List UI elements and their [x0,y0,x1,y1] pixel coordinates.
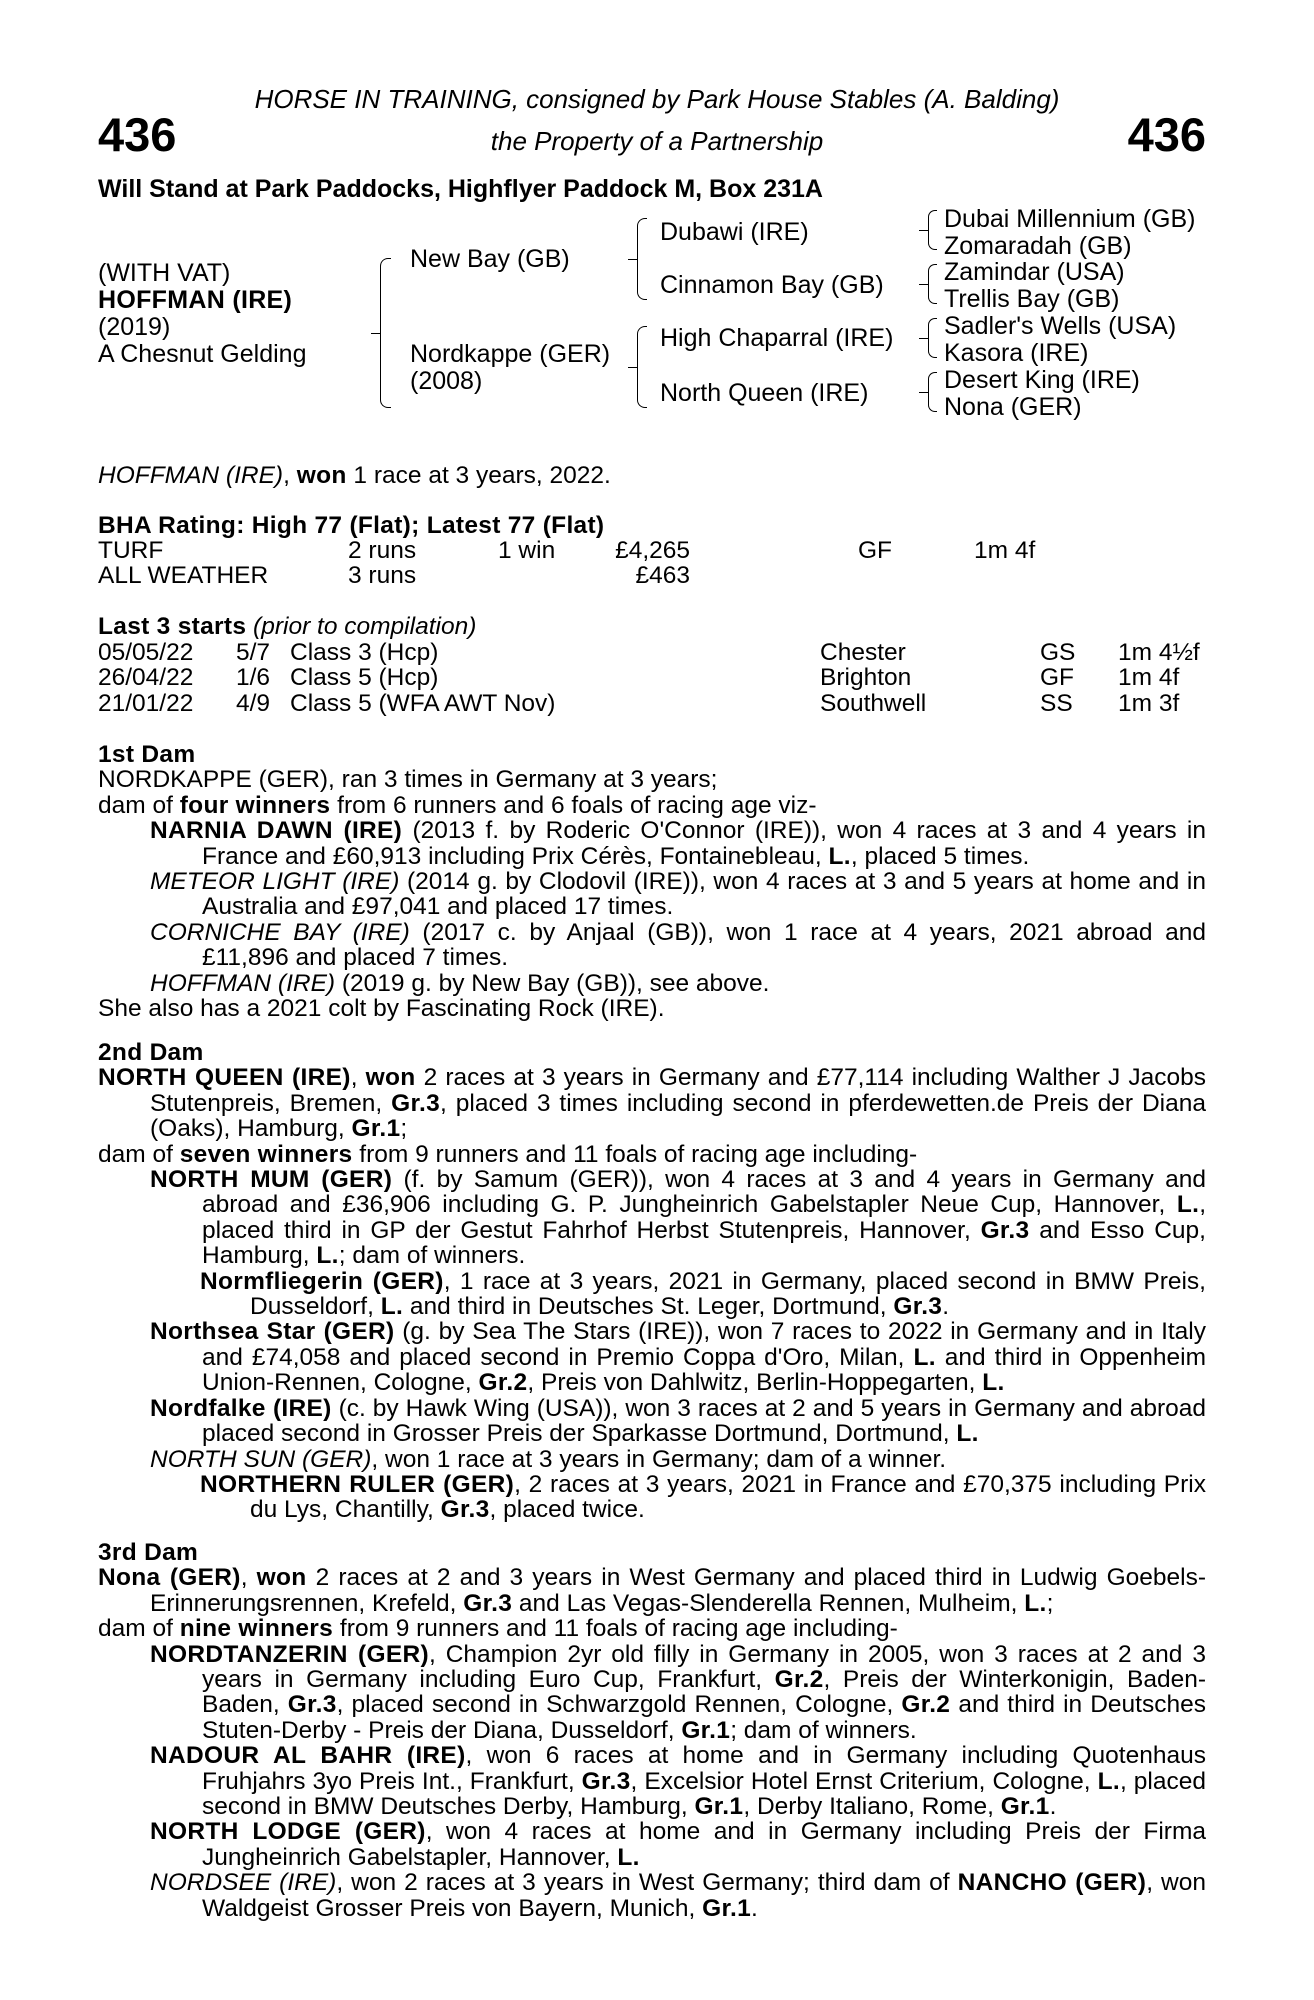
first-dam-heading: 1st Dam [98,741,196,768]
start-position: 4/9 [236,689,271,717]
start-race: Class 3 (Hcp) [290,639,439,666]
first-dam-line: NORDKAPPE (GER), ran 3 times in Germany at 3 years; [98,766,718,794]
third-dam-heading: 3rd Dam [98,1539,199,1566]
start-course: Southwell [820,689,927,717]
rating-distance: 1m 4f [974,537,1036,564]
pedigree-dam-dam: North Queen (IRE) [660,379,869,407]
produce-entry: NORTH SUN (GER), won 1 race at 3 years in Germany; dam of a winner. [150,1445,947,1473]
rating-row-aw [98,563,1206,588]
start-course: Chester [820,639,906,666]
rating-prize: £463 [635,562,690,590]
start-row [98,665,1206,690]
first-dam-note: She also has a 2021 colt by Fascinating Rock (IRE). [98,995,665,1023]
pedigree-dam-year: (2008) [410,367,483,395]
produce-sub-entry: NORTHERN RULER (GER), 2 races at 3 years, 2021 in France and £70,375 including Prix du Lys, Chantilly, Gr.3, placed twice. [200,1470,1206,1524]
pedigree-sdd: Trellis Bay (GB) [944,285,1120,313]
rating-surface: TURF [98,537,164,564]
starts-table [98,640,1206,716]
rating-surface: ALL WEATHER [98,562,269,590]
horse-name: HOFFMAN (IRE) [98,286,293,314]
start-date: 05/05/22 [98,639,194,666]
bha-rating: BHA Rating: High 77 (Flat); Latest 77 (Flat) [98,512,605,539]
second-dam-heading: 2nd Dam [98,1039,204,1066]
produce-entry: NORTH LODGE (GER), won 4 races at home and in Germany including Preis der Firma Jungheinrich Gabelstapler, Hannover, L. [150,1818,1206,1871]
start-race: Class 5 (WFA AWT Nov) [290,689,556,717]
pedigree-sire: New Bay (GB) [410,245,570,273]
last-starts-note: (prior to compilation) [246,613,477,640]
pedigree-dds: Desert King (IRE) [944,366,1140,394]
pedigree-brace-sire [637,218,647,300]
pedigree-sire-sire: Dubawi (IRE) [660,218,809,246]
first-dam-section [98,742,1206,1021]
produce-entry: NADOUR AL BAHR (IRE), won 6 races at home and in Germany including Quotenhaus Fruhjahrs 3yo Preis Int., Frankfurt, Gr.3, Excelsior Hotel Ernst Criterium, Cologne, L., placed second in BMW Deutsches Derby, Hamburg, Gr.1, Derby Italiano, Rome, Gr.1. [150,1742,1206,1821]
property-line: the Property of a Partnership [490,126,824,156]
lot-number-left: 436 [98,108,177,161]
pedigree-ddd: Nona (GER) [944,393,1082,421]
rating-wins: 1 win [498,537,556,564]
start-course: Brighton [820,664,912,692]
produce-entry: CORNICHE BAY (IRE) (2017 c. by Anjaal (GB)), won 1 race at 4 years, 2021 abroad and £11,896 and placed 7 times. [150,918,1206,972]
pedigree-ssd: Zomaradah (GB) [944,232,1132,260]
produce-entry: HOFFMAN (IRE) (2019 g. by New Bay (GB)), see above. [150,969,770,997]
vat-note: (WITH VAT) [98,259,231,287]
race-summary: HOFFMAN (IRE), won 1 race at 3 years, 2022. [98,462,611,489]
start-going: SS [1040,689,1073,717]
pedigree-dsd: Kasora (IRE) [944,339,1089,367]
pedigree-brace-main [380,258,391,408]
produce-entry: METEOR LIGHT (IRE) (2014 g. by Clodovil (IRE)), won 4 races at 3 and 5 years at home and in Australia and £97,041 and placed 17 times. [150,868,1207,921]
produce-entry: NARNIA DAWN (IRE) (2013 f. by Roderic O'Connor (IRE)), won 4 races at 3 and 4 years in France and £60,913 including Prix Cérès, Fontainebleau, L., placed 5 times. [150,817,1206,870]
start-distance: 1m 3f [1118,689,1180,717]
start-row [98,640,1206,665]
start-date: 26/04/22 [98,664,194,692]
produce-entry: Northsea Star (GER) (g. by Sea The Stars (IRE)), won 7 races to 2022 in Germany and in Italy and £74,058 and placed second in Premio Coppa d'Oro, Milan, L. and third in Oppenheim Union-Rennen, Cologne, Gr.2, Preis von Dahlwitz, Berlin-Hoppegarten, L. [150,1318,1206,1397]
first-dam-produce-line: dam of four winners from 6 runners and 6 foals of racing age viz- [98,791,817,819]
start-going: GF [1040,664,1075,692]
rating-table [98,538,1206,589]
pedigree-brace-dam [637,326,647,408]
last-starts-title: Last 3 starts [98,613,247,640]
produce-entry: NORDTANZERIN (GER), Champion 2yr old filly in Germany in 2005, won 3 races at 2 and 3 years in Germany including Euro Cup, Frankfurt, Gr.2, Preis der Winterkonigin, Baden-Baden, Gr.3, placed second in Schwarzgold Rennen, Cologne, Gr.2 and third in Deutsches Stuten-Derby - Preis der Diana, Dusseldorf, Gr.1; dam of winners. [150,1640,1206,1744]
third-dam-section [98,1540,1206,1921]
consignor-line: HORSE IN TRAINING, consigned by Park House Stables (A. Balding) [254,84,1060,114]
second-dam-record: NORTH QUEEN (IRE), won 2 races at 3 years in Germany and £77,114 including Walther J Jacobs Stutenpreis, Bremen, Gr.3, placed 3 times including second in pferdewetten.de Preis der Diana (Oaks), Hamburg, Gr.1; [98,1064,1206,1143]
second-dam-section [98,1040,1206,1523]
horse-description: A Chesnut Gelding [98,340,307,368]
pedigree-brace-ds [928,318,937,358]
start-position: 1/6 [236,664,271,692]
pedigree-sss: Dubai Millennium (GB) [944,205,1196,233]
lot-number-right: 436 [1127,108,1206,161]
summary-text: 1 race at 3 years, 2022. [346,462,611,489]
summary-won: won [296,462,347,489]
rating-row-turf [98,538,1206,563]
pedigree-brace-ss [928,210,937,250]
start-going: GS [1040,639,1076,666]
rating-runs: 2 runs [348,537,417,564]
horse-year: (2019) [98,313,171,341]
rating-prize: £4,265 [615,537,690,564]
start-race: Class 5 (Hcp) [290,664,439,692]
start-position: 5/7 [236,639,271,666]
pedigree-dam: Nordkappe (GER) [410,340,611,368]
rating-runs: 3 runs [348,562,417,590]
pedigree-dss: Sadler's Wells (USA) [944,312,1177,340]
pedigree-sds: Zamindar (USA) [944,258,1125,286]
third-dam-record: Nona (GER), won 2 races at 2 and 3 years in West Germany and placed third in Ludwig Goebels-Erinnerungsrennen, Krefeld, Gr.3 and Las Vegas-Slenderella Rennen, Mulheim, L.; [98,1564,1206,1617]
last-starts-heading [98,614,476,640]
start-distance: 1m 4f [1118,664,1180,692]
produce-entry: NORTH MUM (GER) (f. by Samum (GER)), won 4 races at 3 and 4 years in Germany and abroad and £36,906 including G. P. Jungheinrich Gabelstapler Neue Cup, Hannover, L., placed third in GP der Gestut Fahrhof Herbst Stutenpreis, Hannover, Gr.3 and Esso Cup, Hamburg, L.; dam of winners. [150,1166,1206,1270]
winners-count: four winners [179,791,331,819]
pedigree-dam-sire: High Chaparral (IRE) [660,324,894,352]
pedigree-brace-dd [928,372,937,412]
rating-going: GF [858,537,893,564]
summary-horse-name: HOFFMAN (IRE) [98,462,284,489]
stand-location: Will Stand at Park Paddocks, Highflyer Paddock M, Box 231A [98,175,823,203]
produce-entry: Nordfalke (IRE) (c. by Hawk Wing (USA)), won 3 races at 2 and 5 years in Germany and abroad placed second in Grosser Preis der Sparkasse Dortmund, Dortmund, L. [150,1394,1206,1448]
start-date: 21/01/22 [98,689,194,717]
produce-entry: NORDSEE (IRE), won 2 races at 3 years in West Germany; third dam of NANCHO (GER), won Waldgeist Grosser Preis von Bayern, Munich, Gr.1. [150,1869,1206,1922]
start-row [98,691,1206,716]
start-distance: 1m 4½f [1118,639,1200,666]
produce-sub-entry: Normfliegerin (GER), 1 race at 3 years, 2021 in Germany, placed second in BMW Preis, Dusseldorf, L. and third in Deutsches St. Leger, Dortmund, Gr.3. [200,1267,1206,1321]
second-dam-produce-line: dam of seven winners from 9 runners and 11 foals of racing age including- [98,1140,918,1168]
third-dam-produce-line: dam of nine winners from 9 runners and 11 foals of racing age including- [98,1615,898,1643]
pedigree-sire-dam: Cinnamon Bay (GB) [660,271,884,299]
pedigree-brace-sd [928,264,937,304]
